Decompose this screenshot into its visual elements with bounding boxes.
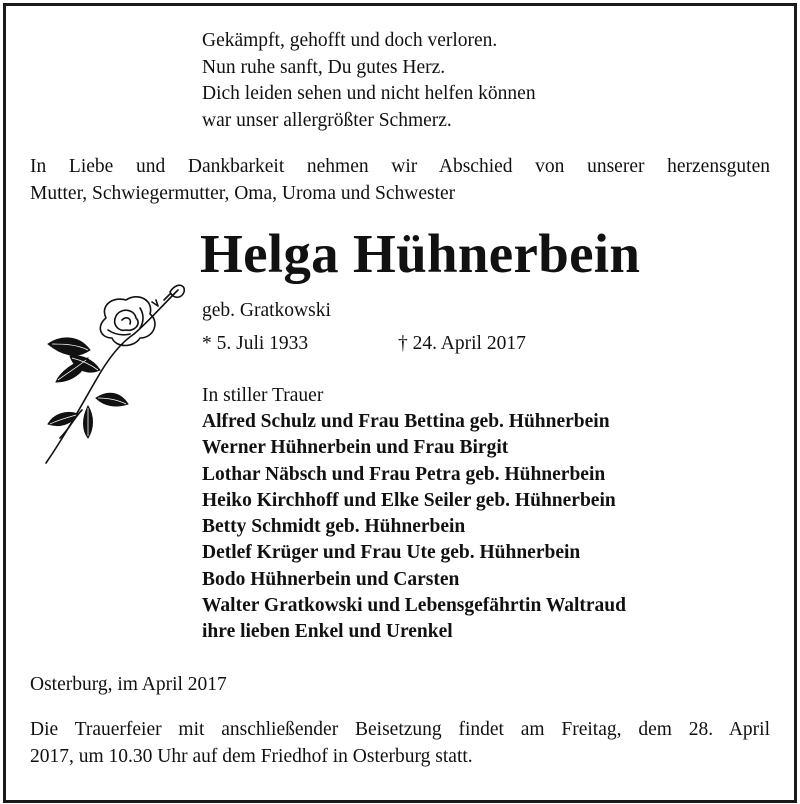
mourner-entry: Werner Hühnerbein und Frau Birgit	[202, 437, 509, 459]
mourner-entry: Bodo Hühnerbein und Carsten	[202, 568, 460, 590]
mourner-entry: Betty Schmidt geb. Hühnerbein	[202, 516, 466, 538]
mourner-entry: Heiko Kirchhoff und Elke Seiler geb. Hühnerbein	[202, 489, 616, 511]
ceremony-line: Die Trauerfeier mit anschließender Beisetzung findet am Freitag, dem 28. April	[30, 719, 770, 740]
rose-icon	[30, 278, 190, 468]
mourner-entry: Alfred Schulz und Frau Bettina geb. Hühnerbein	[202, 411, 610, 432]
poem-line: war unser allergrößter Schmerz.	[202, 109, 452, 131]
intro-text	[30, 154, 770, 207]
place-date: Osterburg, im April 2017	[30, 674, 227, 695]
mourner-entry: Walter Gratkowski und Lebensgefährtin Waltraud	[202, 595, 627, 617]
ceremony-line: 2017, um 10.30 Uhr auf dem Friedhof in Osterburg statt.	[30, 745, 473, 767]
death-date: † 24. April 2017	[398, 333, 526, 354]
deceased-name: Helga Hühnerbein	[200, 223, 641, 284]
mourning-label: In stiller Trauer	[202, 385, 324, 406]
poem-line: Gekämpft, gehofft und doch verloren.	[202, 30, 498, 51]
intro-line: Mutter, Schwiegermutter, Oma, Uroma und Schwester	[30, 182, 456, 204]
mourner-entry: Detlef Krüger und Frau Ute geb. Hühnerbein	[202, 542, 581, 564]
poem-line: Nun ruhe sanft, Du gutes Herz.	[202, 56, 446, 78]
mourner-entry: Lothar Näbsch und Frau Petra geb. Hühnerbein	[202, 463, 606, 485]
birth-date: * 5. Juli 1933	[202, 333, 309, 354]
ceremony-info	[30, 717, 770, 770]
mourner-list	[202, 409, 626, 646]
poem-line: Dich leiden sehen und nicht helfen können	[202, 83, 536, 104]
maiden-name: geb. Gratkowski	[202, 300, 331, 321]
mourner-entry: ihre lieben Enkel und Urenkel	[202, 621, 453, 643]
poem	[202, 28, 536, 134]
intro-line: In Liebe und Dankbarkeit nehmen wir Abschied von unserer herzensguten	[30, 156, 770, 177]
